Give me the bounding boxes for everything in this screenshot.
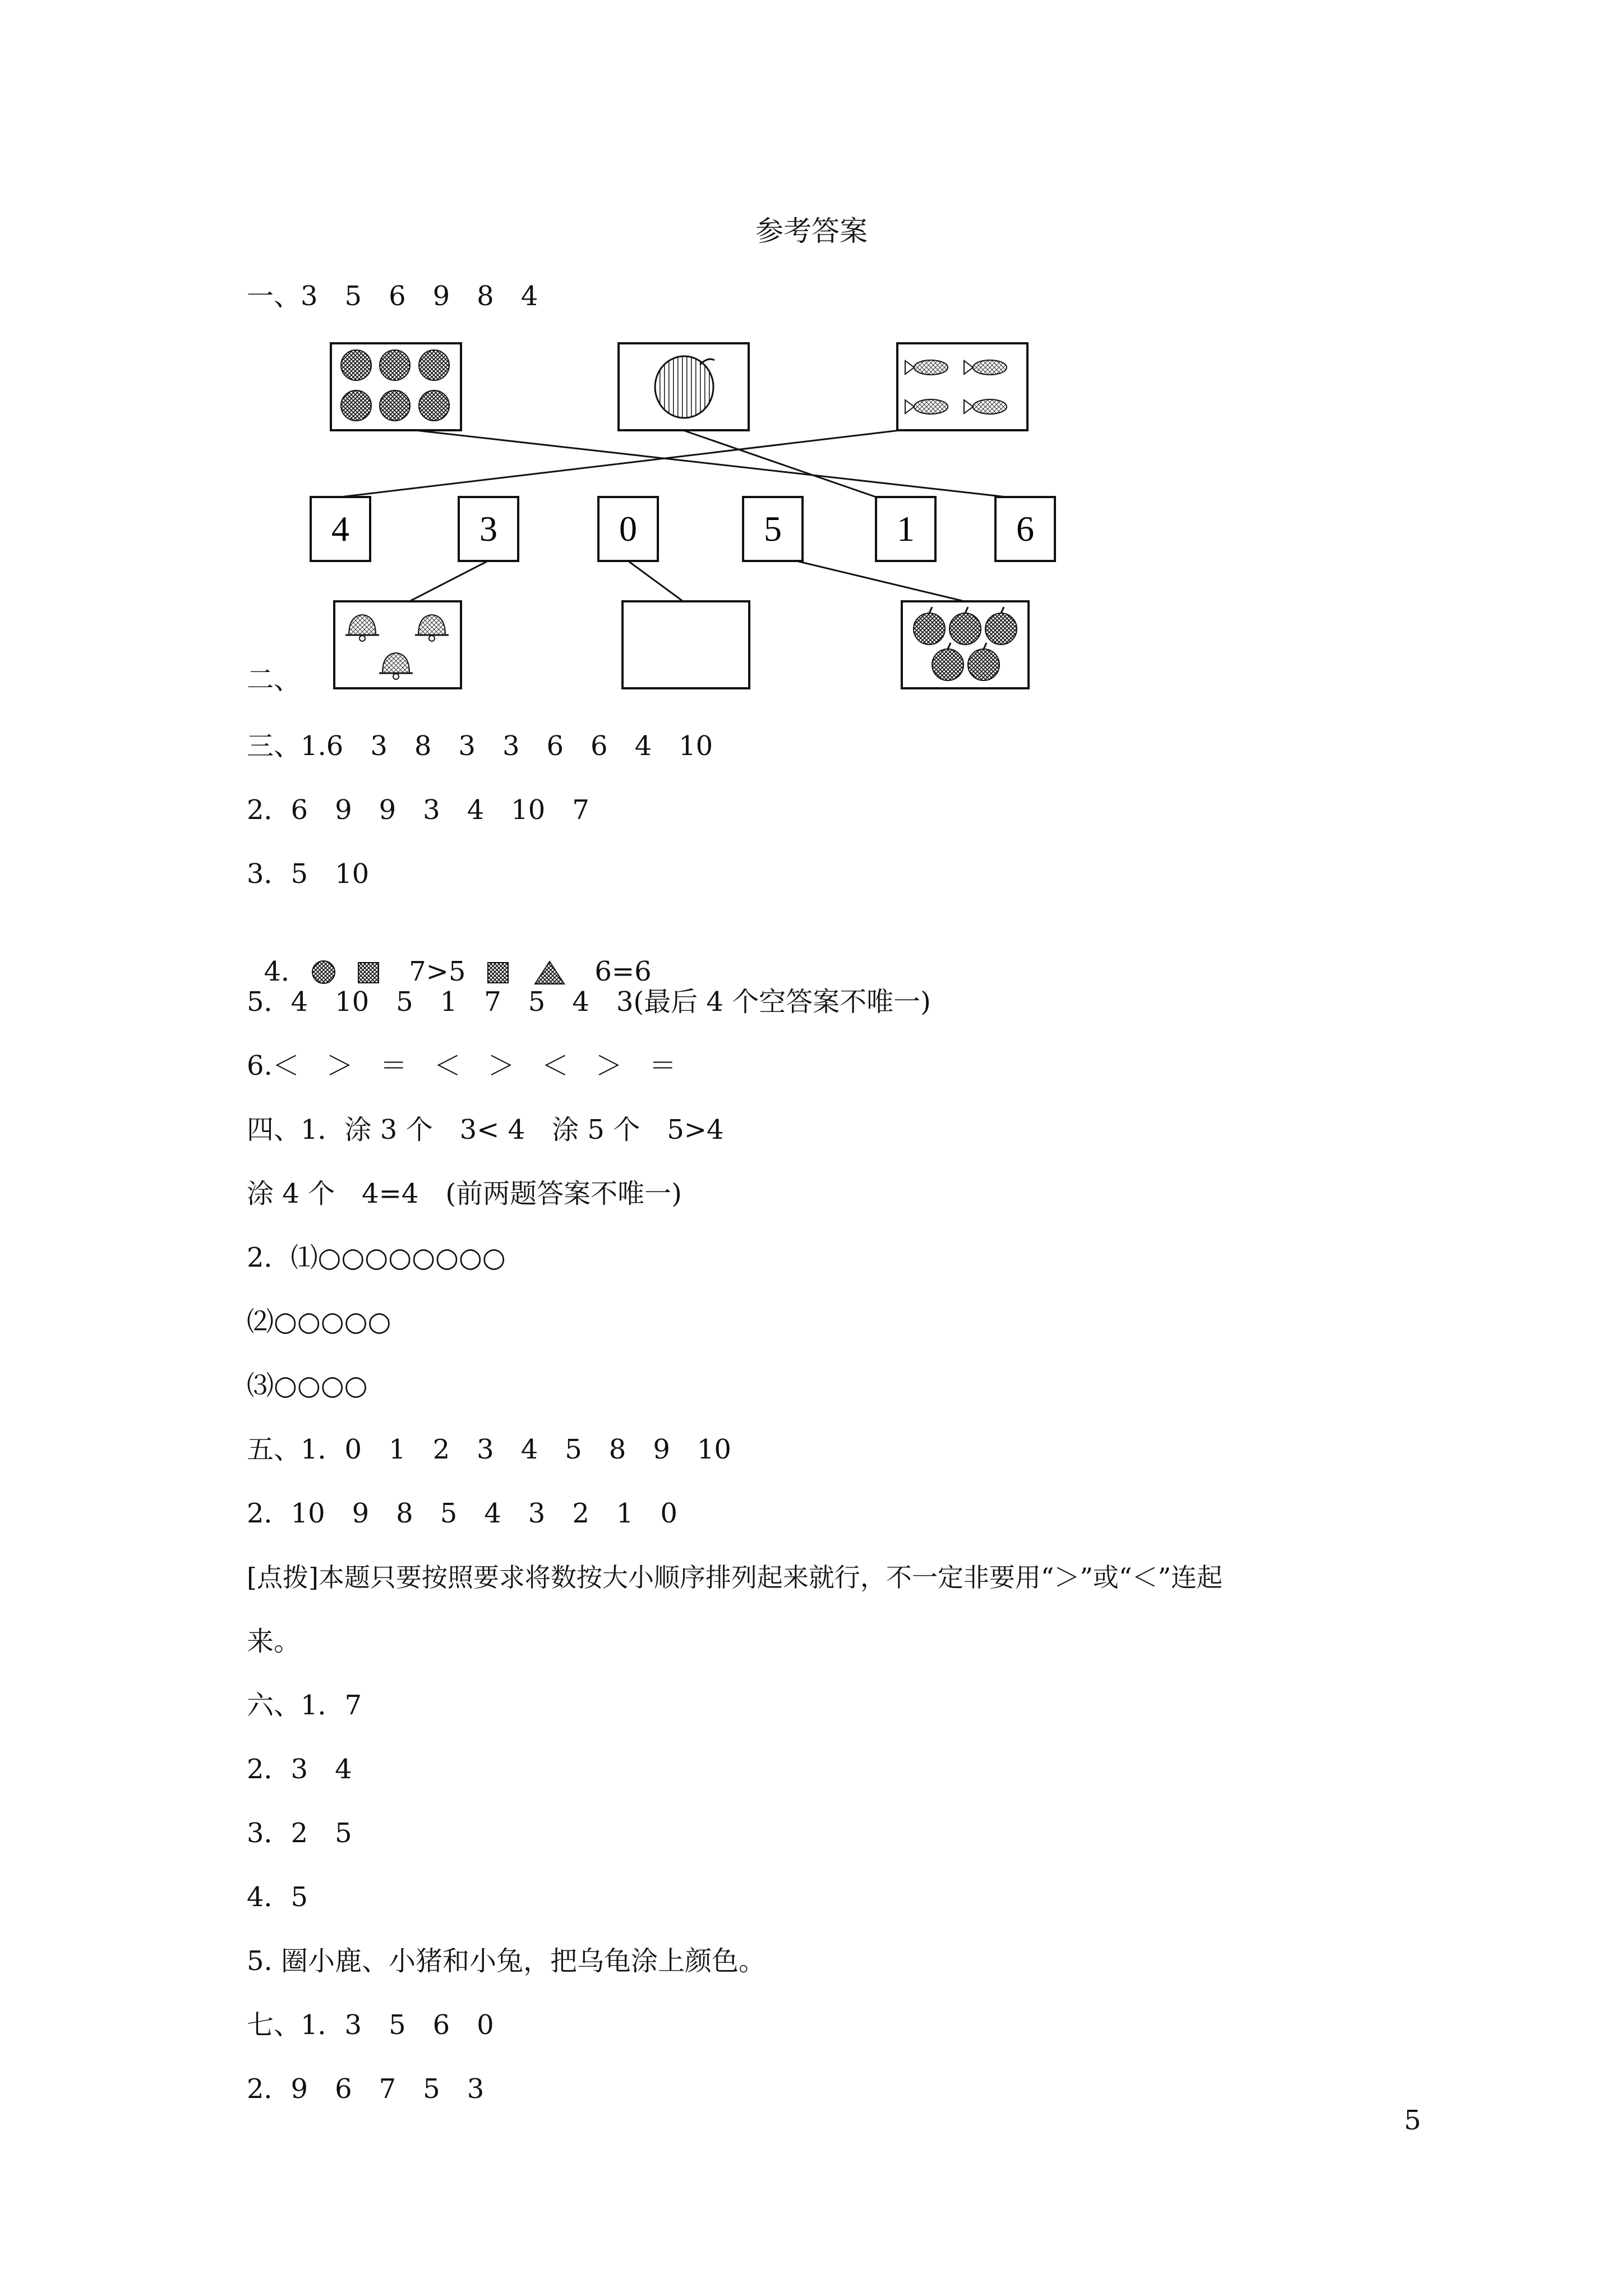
answer-3-4-prefix: 4． — [264, 956, 308, 987]
number-box-4: 5 — [764, 509, 782, 549]
box-five-apples — [902, 601, 1029, 688]
answer-5-1: 五、1．0 1 2 3 4 5 8 9 10 — [247, 1434, 731, 1465]
answer-3-4-compare-2: 6=6 — [594, 956, 652, 987]
number-boxes — [311, 497, 1055, 561]
box-three-bells — [334, 601, 461, 688]
answer-5-hint-cont: 来。 — [247, 1626, 301, 1657]
one-watermelon-icon — [655, 356, 714, 418]
answer-7-1: 七、1．3 5 6 0 — [247, 2009, 494, 2041]
matching-diagram — [0, 0, 1623, 707]
answer-3-2: 2．6 9 9 3 4 10 7 — [247, 794, 589, 826]
answer-5-hint: [点拨]本题只要按照要求将数按大小顺序排列起来就行，不一定非要用“＞”或“＜”连起 — [247, 1562, 1223, 1593]
answer-4-2-2: ⑵○○○○○ — [247, 1306, 391, 1337]
answer-section-2-label: 二、 — [247, 664, 301, 696]
answer-3-1: 三、1.6 3 8 3 3 6 6 4 10 — [247, 730, 713, 762]
answer-5-2: 2．10 9 8 5 4 3 2 1 0 — [247, 1498, 677, 1529]
box-four-fish — [897, 343, 1027, 430]
answer-3-4-compare-1: 7>5 — [409, 956, 466, 987]
box-six-apples — [331, 343, 461, 430]
circle-shape-icon — [308, 958, 347, 986]
answer-3-4 — [247, 921, 652, 988]
number-box-1: 4 — [331, 509, 349, 549]
empty-box — [623, 601, 749, 688]
page-title: 参考答案 — [755, 215, 868, 247]
answer-3-3: 3．5 10 — [247, 858, 370, 890]
answer-4-1: 四、1．涂 3 个 3< 4 涂 5 个 5>4 — [247, 1114, 724, 1145]
answer-4-2-3: ⑶○○○○ — [247, 1370, 368, 1401]
answer-7-2: 2．9 6 7 5 3 — [247, 2073, 485, 2105]
answer-6-2: 2．3 4 — [247, 1754, 352, 1785]
page-number: 5 — [1404, 2105, 1421, 2136]
answer-6-4: 4．5 — [247, 1881, 308, 1913]
number-box-6: 6 — [1016, 509, 1034, 549]
answer-3-6: 6.＜ ＞ ＝ ＜ ＞ ＜ ＞ ＝ — [247, 1050, 676, 1082]
number-box-5: 1 — [897, 509, 915, 549]
answer-section-1: 一、3 5 6 9 8 4 — [247, 280, 538, 312]
number-box-3: 0 — [619, 509, 637, 549]
number-box-2: 3 — [479, 509, 497, 549]
box-watermelon — [619, 343, 749, 430]
answer-6-3: 3．2 5 — [247, 1818, 352, 1849]
answer-3-5: 5．4 10 5 1 7 5 4 3(最后 4 个空答案不唯一) — [247, 986, 931, 1018]
triangle-shape-icon — [527, 958, 583, 986]
square-shape-icon — [347, 958, 398, 986]
answer-4-1-cont: 涂 4 个 4=4 (前两题答案不唯一) — [247, 1178, 682, 1209]
answer-6-5: 5. 圈小鹿、小猪和小兔，把乌龟涂上颜色。 — [247, 1945, 766, 1977]
answer-4-2-1: 2．⑴○○○○○○○○ — [247, 1242, 506, 1273]
square-shape-icon-2 — [465, 958, 527, 986]
answer-6-1: 六、1．7 — [247, 1690, 362, 1721]
